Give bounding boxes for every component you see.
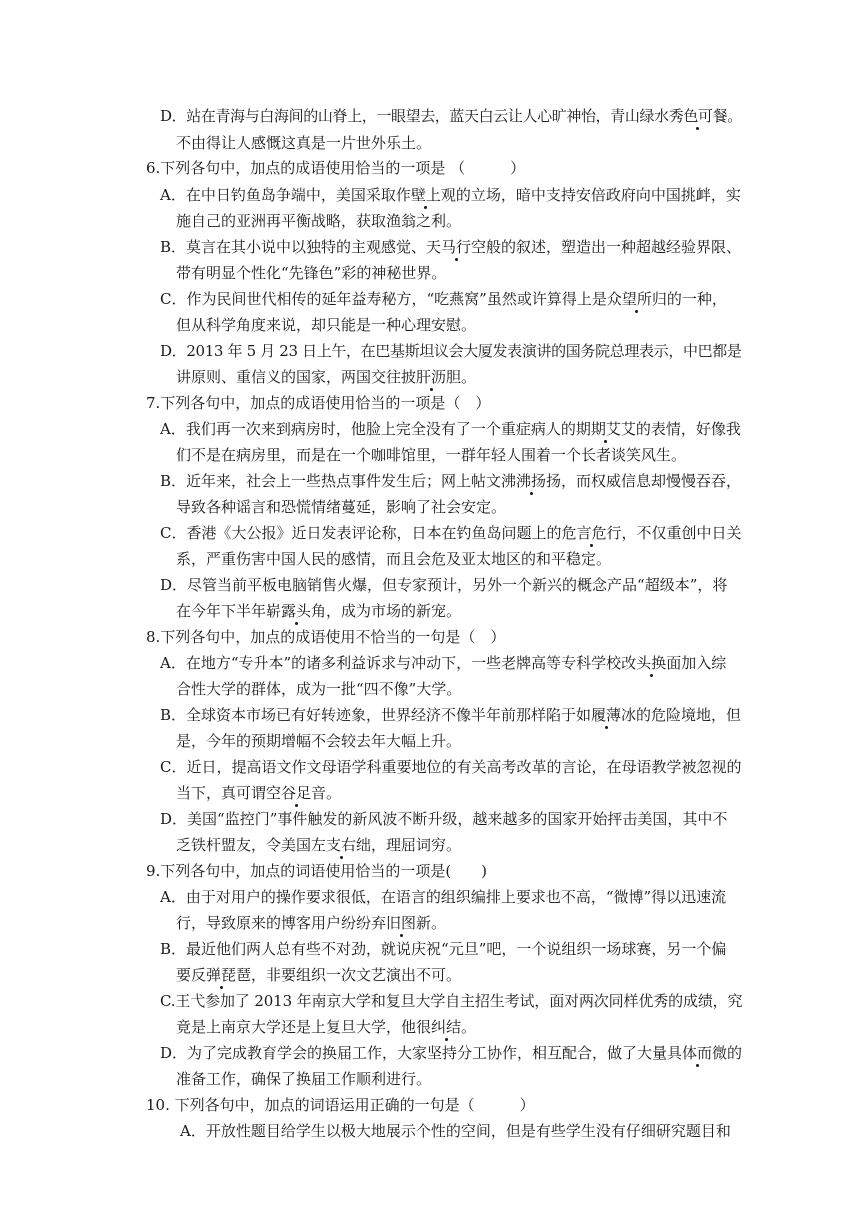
dotted-word: 危言危行 [561,524,622,542]
q10-stem: 10. 下列各句中，加点的词语运用正确的一句是（ ） [146,1096,535,1114]
text: ，而权威信息却慢慢吞吞， [561,472,742,490]
text: 的一种， [666,290,727,308]
dotted-word: 反弹琵琶 [191,966,252,984]
q9-option-a-line1: A．由于对用户的操作要求很低，在语言的组织编排上要求也不高，“微博”得以迅速流 [160,888,727,906]
q6-option-d-line2 [176,365,476,389]
q5-option-d-line2: 不由得让人感慨这真是一片世外乐土。 [176,134,432,152]
text: 的 [727,1044,743,1062]
text: 的表情，好像我 [635,420,741,438]
text: 乏铁杆盟友，令美国 [176,836,312,854]
q8-stem: 8.下列各句中，加点的成语使用不恰当的一句是（ ） [146,628,506,646]
q7-option-b-line2: 导致各种谣言和恐慌情绪蔓延，影响了社会安定。 [176,498,507,516]
q10-option-a-line1: A．开放性题目给学生以极大地展示个性的空间，但是有些学生没有仔细研究题目和 [180,1122,731,1140]
text: 行，导致原来的博客用户纷纷 [176,914,372,932]
q9-option-c-line1: C.王弋参加了 2013 年南京大学和复旦大学自主招生考试，面对两次同样优秀的成绩，究 [160,992,743,1010]
q6-option-b-line2: 带有明显个性化“先锋色”彩的神秘世界。 [176,264,447,282]
q6-option-a-line2: 施自己的亚洲再平衡战略，获取渔翁之利。 [176,212,462,230]
text: ，不仅重创中日关 [621,524,742,542]
q8-option-a-line1 [160,651,726,675]
dotted-word: 众望所归 [606,290,667,308]
q9-option-d-line2: 准备工作，确保了换届工作顺利进行。 [176,1070,432,1088]
dotted-word: 纠结 [431,1018,462,1036]
text: 。 [431,914,447,932]
q9-option-c-line2 [176,1015,476,1039]
text: 。 [326,784,342,802]
q8-option-b-line1 [160,703,741,727]
q8-option-c-line2 [176,781,341,805]
dotted-word: 秀色可餐 [668,107,728,125]
q6-option-a-line1 [160,183,741,207]
dotted-word: 空谷足音 [266,784,327,802]
q7-option-d-line2 [176,599,461,623]
text: ，成为市场的新宠。 [326,602,462,620]
q7-option-a-line2: 们不是在病房里，而是在一个咖啡馆里，一群年轻人围着一个长者谈笑风生。 [176,446,687,464]
q9-option-a-line2 [176,911,446,935]
q7-option-d-line1: D．尽管当前平板电脑销售火爆，但专家预计，另外一个新兴的概念产品“超级本”，将 [160,576,728,594]
q7-option-b-line1 [160,469,741,493]
dotted-word: 期期艾艾 [575,420,636,438]
dotted-word: 弃旧图新 [371,914,432,932]
text: 。 [461,1018,477,1036]
q6-option-c-line2: 但从科学角度来说，却只能是一种心理安慰。 [176,316,477,334]
text: 的危险境地，但 [636,706,742,724]
text: C．作为民间世代相传的延年益寿秘方，“吃燕窝”虽然或许算得上是 [160,290,607,308]
dotted-word: 披肝沥胆 [401,368,462,386]
text: A．我们再一次来到病房时，他脸上完全没有了一个重症病人的 [160,420,576,438]
text: D．为了完成教育学会的换届工作，大家坚持分工协作，相互配合，做了大量 [160,1044,668,1062]
text: A．在地方“专升本”的诸多利益诉求与冲动下，一些老牌高等专科学校 [160,654,622,672]
text: 当下，真可谓 [176,784,267,802]
q9-option-b-line2 [176,963,461,987]
q8-option-d-line1: D．美国“监控门”事件触发的新风波不断升级，越来越多的国家开始抨击美国，其中不 [160,810,728,828]
q7-option-c-line2: 系，严重伤害中国人民的感情，而且会危及亚太地区的和平稳定。 [176,550,612,568]
q8-option-b-line2: 是，今年的预期增幅不会较去年大幅上升。 [176,732,462,750]
q8-option-c-line1: C．近日，提高语文作文母语学科重要地位的有关高考改革的言论，在母语教学被忽视的 [160,758,742,776]
dotted-word: 崭露头角 [266,602,327,620]
text: ，理屈词穷。 [371,836,462,854]
q6-stem: 6.下列各句中，加点的成语使用恰当的一项是 （ ） [146,159,526,177]
text: 。 [727,107,742,125]
text: B．近年来，社会上一些热点事件发生后；网上帖文 [160,472,502,490]
q6-option-d-line1: D．2013 年 5 月 23 日上午，在巴基斯坦议会大厦发表演讲的国务院总理表示，中巴都是 [160,342,742,360]
text: 的立场，暗中支持安倍政府向中国挑衅，实 [455,186,741,204]
text: ，非要组织一次文艺演出不可。 [251,966,462,984]
q7-stem: 7.下列各句中，加点的成语使用恰当的一项是（ ） [146,394,491,412]
text: 讲原则、重信义的国家，两国交往 [176,368,402,386]
q9-stem: 9.下列各句中，加点的词语使用恰当的一项是( ) [146,862,488,880]
text: 在今年下半年 [176,602,267,620]
text: 加入综 [681,654,727,672]
text: B．莫言在其小说中以独特的主观感觉、 [160,238,427,256]
q5-option-d-line1 [160,104,742,128]
text: 竟是上南京大学还是上复旦大学，他很 [176,1018,432,1036]
q8-option-d-line2 [176,833,461,857]
dotted-word: 具体而微 [667,1044,728,1062]
dotted-word: 天马行空 [426,238,487,256]
text: 要 [176,966,192,984]
dotted-word: 改头换面 [621,654,682,672]
q9-option-b-line1: B．最近他们两人总有些不对劲，就说庆祝“元旦”吧，一个说组织一场球赛，另一个偏 [160,940,727,958]
q7-option-c-line1 [160,521,742,545]
dotted-word: 如履薄冰 [576,706,637,724]
text: D．站在青海与白海间的山脊上，一眼望去，蓝天白云让人心旷神怡，青山绿水 [160,107,669,125]
text: C．香港《大公报》近日发表评论称，日本在钓鱼岛问题上的 [160,524,562,542]
dotted-word: 左支右绌 [311,836,372,854]
q7-option-a-line1 [160,417,741,441]
q8-option-a-line2: 合性大学的群体，成为一批“四不像”大学。 [176,680,462,698]
q9-option-d-line1 [160,1041,742,1065]
text: 。 [461,368,477,386]
dotted-word: 作壁上观 [395,186,456,204]
text: A．在中日钓鱼岛争端中，美国采取 [160,186,396,204]
q6-option-c-line1 [160,287,727,311]
text: B．全球资本市场已有好转迹象，世界经济不像半年前那样陷于 [160,706,577,724]
q6-option-b-line1 [160,235,741,259]
dotted-word: 沸沸扬扬 [501,472,562,490]
text: 般的叙述，塑造出一种超越经验界限、 [486,238,742,256]
